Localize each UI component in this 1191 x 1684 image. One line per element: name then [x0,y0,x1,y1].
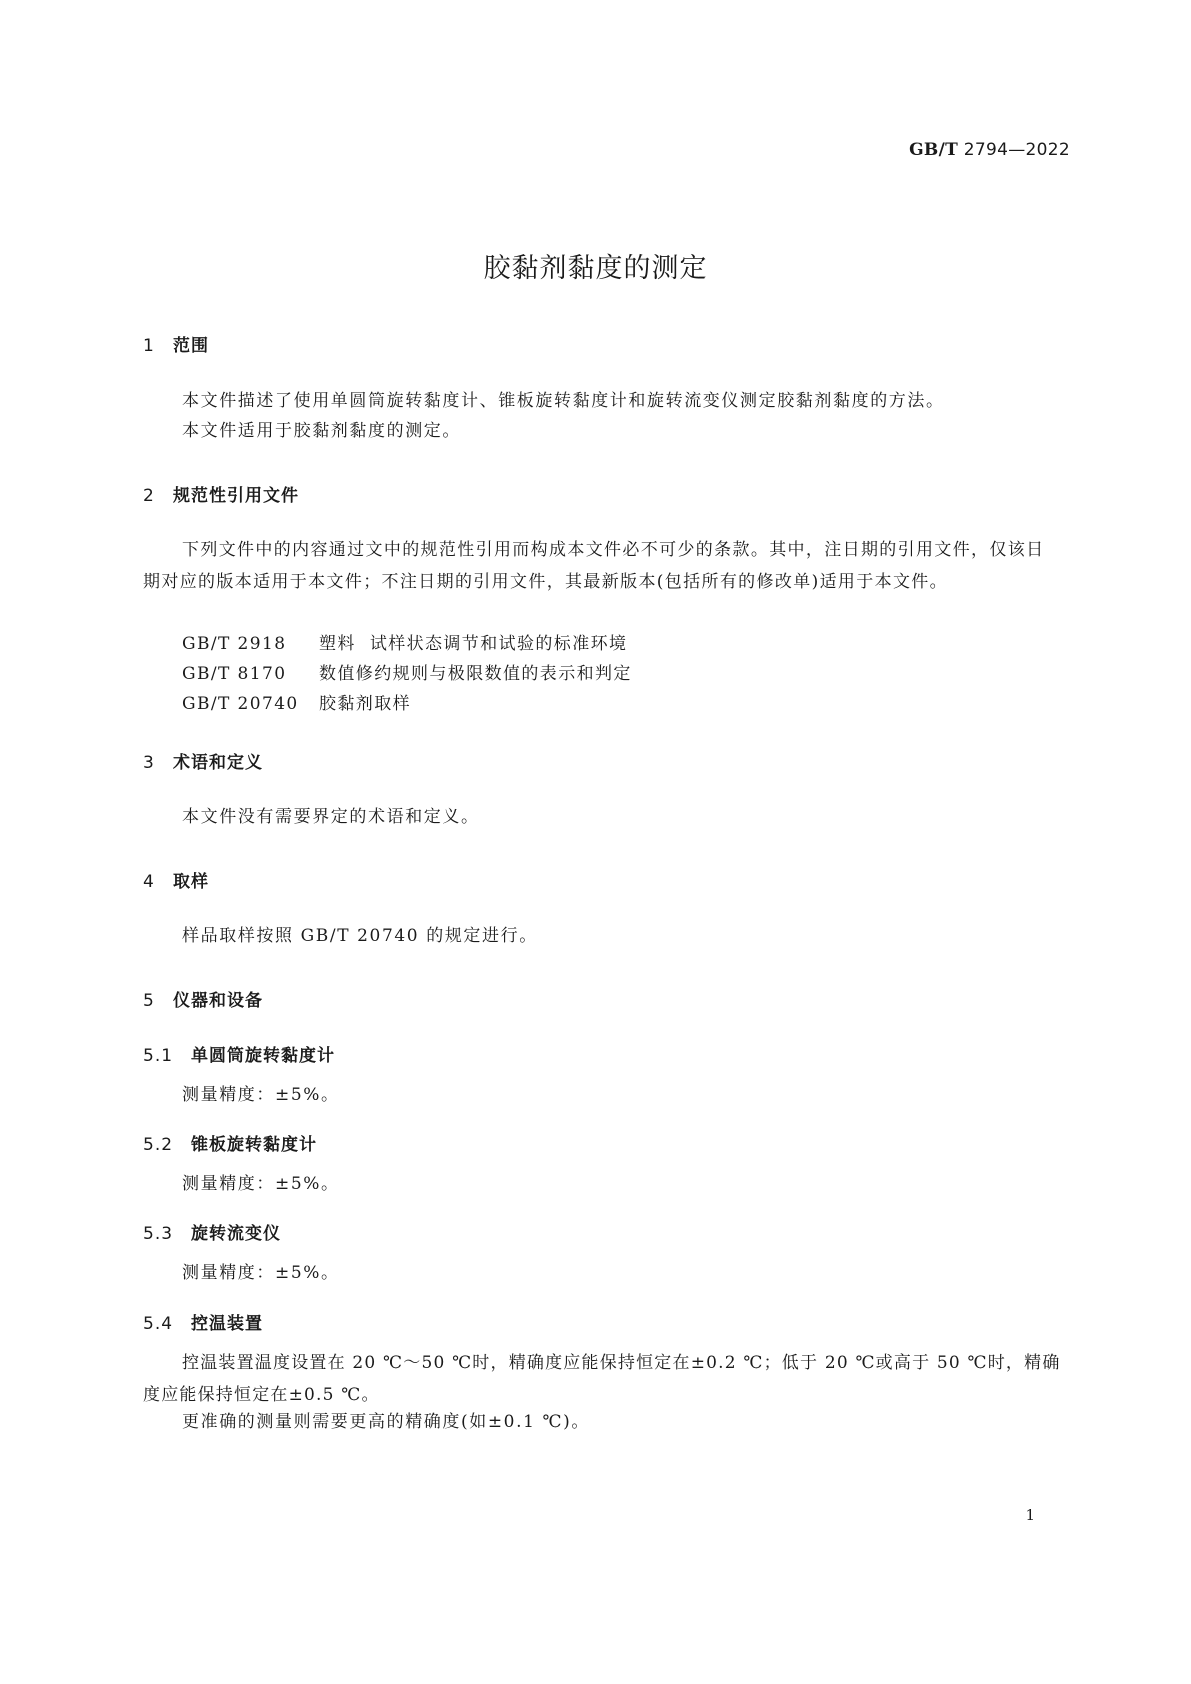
section-number: 2 [143,486,155,506]
section-3-heading [143,748,263,773]
section-title: 取样 [173,872,209,892]
subsection-5-3-heading [143,1219,281,1244]
paragraph: 本文件描述了使用单圆筒旋转黏度计、锥板旋转黏度计和旋转流变仪测定胶黏剂黏度的方法。 [182,391,945,411]
reference-title: 塑料 [319,634,356,654]
paragraph: 样品取样按照 GB/T 20740 的规定进行。 [182,926,538,946]
section-title: 术语和定义 [173,753,263,773]
subsection-5-1-heading [143,1041,335,1066]
subsection-title: 控温装置 [191,1314,263,1334]
subsection-number: 5.2 [143,1135,174,1155]
section-2-heading [143,481,299,506]
reference-title: 数值修约规则与极限数值的表示和判定 [319,664,632,684]
paragraph: 测量精度：±5%。 [182,1174,340,1194]
reference-subtitle: 试样状态调节和试验的标准环境 [369,634,628,654]
section-number: 1 [143,336,155,356]
subsection-5-4-heading [143,1309,263,1334]
reference-title: 胶黏剂取样 [319,694,411,714]
reference-item [182,629,627,654]
section-title: 范围 [173,336,209,356]
subsection-title: 单圆筒旋转黏度计 [191,1046,335,1066]
standard-prefix: GB/T [909,140,959,160]
paragraph: 测量精度：±5%。 [182,1263,340,1283]
reference-code: GB/T 2918 [182,634,287,654]
subsection-number: 5.3 [143,1224,174,1244]
paragraph: 本文件没有需要界定的术语和定义。 [182,807,480,827]
section-5-heading [143,986,263,1011]
section-title: 规范性引用文件 [173,486,299,506]
subsection-title: 锥板旋转黏度计 [191,1135,317,1155]
section-1-heading [143,331,209,356]
paragraph: 更准确的测量则需要更高的精确度(如±0.1 ℃)。 [182,1412,590,1432]
reference-item [182,659,632,684]
section-4-heading [143,867,209,892]
section-title: 仪器和设备 [173,991,263,1011]
reference-code: GB/T 8170 [182,664,287,684]
section-number: 3 [143,753,155,773]
paragraph: 本文件适用于胶黏剂黏度的测定。 [182,421,461,441]
section-number: 5 [143,991,155,1011]
page-number: 1 [1025,1506,1035,1524]
standard-number: 2794—2022 [963,140,1070,160]
subsection-number: 5.4 [143,1314,174,1334]
reference-code: GB/T 20740 [182,694,299,714]
document-title: 胶黏剂黏度的测定 [483,253,708,284]
paragraph: 控温装置温度设置在 20 ℃～50 ℃时，精确度应能保持恒定在±0.2 ℃；低于 20 ℃或高于 50 ℃时，精确度应能保持恒定在±0.5 ℃。 [143,1353,1061,1405]
standard-code [909,140,1070,160]
subsection-title: 旋转流变仪 [191,1224,281,1244]
subsection-5-2-heading [143,1130,317,1155]
paragraph: 测量精度：±5%。 [182,1085,340,1105]
reference-item [182,689,411,714]
subsection-number: 5.1 [143,1046,174,1066]
section-number: 4 [143,872,155,892]
paragraph: 下列文件中的内容通过文中的规范性引用而构成本文件必不可少的条款。其中，注日期的引用文件，仅该日期对应的版本适用于本文件；不注日期的引用文件，其最新版本(包括所有的修改单)适用于本文件。 [143,540,1045,592]
